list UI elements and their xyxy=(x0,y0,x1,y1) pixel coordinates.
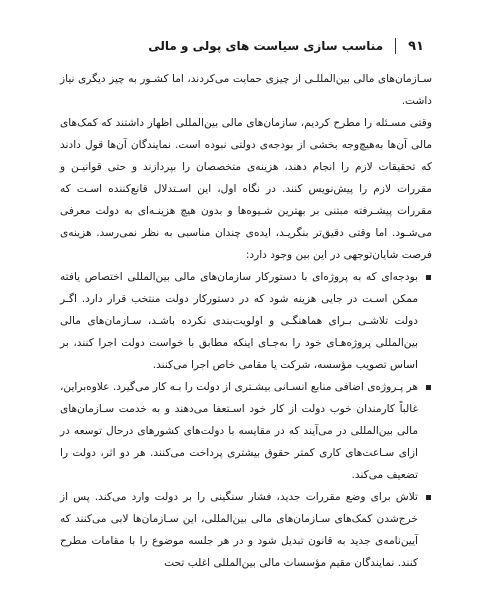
header-divider xyxy=(395,38,396,54)
body-text xyxy=(60,68,432,574)
bullet-item: هر پـروژه‌ی اضافی منابع انسـانی بیشـتری از دولت را بـه کار می‌گیرد. علاوه‌براین، غالباً کارمندان خوب دولت از کار خود اسـتعفا می‌دهند و به خدمت سـازمان‌های مالی بین‌المللی در می‌آیند که در مقایسه با دولت‌های کشورهای درحال توسعه در ازای سـاعت‌های کاری کمتر حقوق بیشتری پرداخت می‌کنند. هر دو اثر، دولت را تضعیف می‌کند. xyxy=(60,376,432,486)
paragraph: سـازمان‌های مالی بین‌المللـی از چیزی حمایت می‌کردند، اما کشـور به چیز دیگری نیاز داشت. xyxy=(60,73,432,107)
paragraph: وقتی مسـئله را مطرح کردیم، سازمان‌های مالی بین‌المللی اظهار داشتند که کمک‌های مالی آن‌ها به‌هیچ‌وجه بخشی از بودجه‌ی دولتی نبوده است. نمایندگان آن‌ها قول دادند که تحقیقات لازم را انجام دهند، هزینه‌ی متخصصان را بپردازند و حتی قوانیـن و مقررات لازم را پیش‌نویس کنند. در نگاه اول، این اسـتدلال قانع‌کننده اسـت که مقررات پیشـرفته مبتنی بر بهترین شـیوه‌ها و بدون هیچ هزینـه‌ای به دولت معرفی می‌شـود. اما وقتی دقیق‌تر بنگریـد، ایده‌ی چندان مناسبی به نظر نمی‌رسد. هزینه‌ی فرصت شایان‌توجهی در این بین وجود دارد: xyxy=(60,117,432,261)
bullet-item: بودجه‌ای که به پروژه‌ای با دستورکار سازمان‌های مالی بین‌المللی اختصاص یافته ممکن اسـت در جایی هزینه شود که در دستورکار دولت منتخب قرار دارد. اگـر دولت تلاشـی بـرای هماهنگـی و اولویت‌بندی نکرده باشـد، سـازمان‌های مالی بین‌المللی پروژه‌هـای خود را به‌جـای اینکه مطابق با خواست دولت اجرا کنند، بر اساس تصویب مؤسسه، شرکت یا مقامی خاص اجرا می‌کنند. xyxy=(60,266,432,376)
bullet-item: تلاش برای وضع مقررات جدید، فشار سنگینی را بر دولت وارد می‌کند. پس از خرج‌شدن کمک‌های سـازمان‌های مالی بین‌المللی، این سـازمان‌ها لابی می‌کنند که آیین‌نامه‌ی جدید به قانون تبدیل شود و در هر جلسه موضوع را با مقامات مطرح کنند. نمایندگان مقیم مؤسسات مالی بین‌المللی اغلب تحت xyxy=(60,486,432,574)
running-title: مناسب سازی سیاست های پولی و مالی xyxy=(148,39,384,53)
bullet-list xyxy=(60,266,432,574)
running-header xyxy=(60,38,428,54)
page-number: ۹۱ xyxy=(408,38,424,54)
